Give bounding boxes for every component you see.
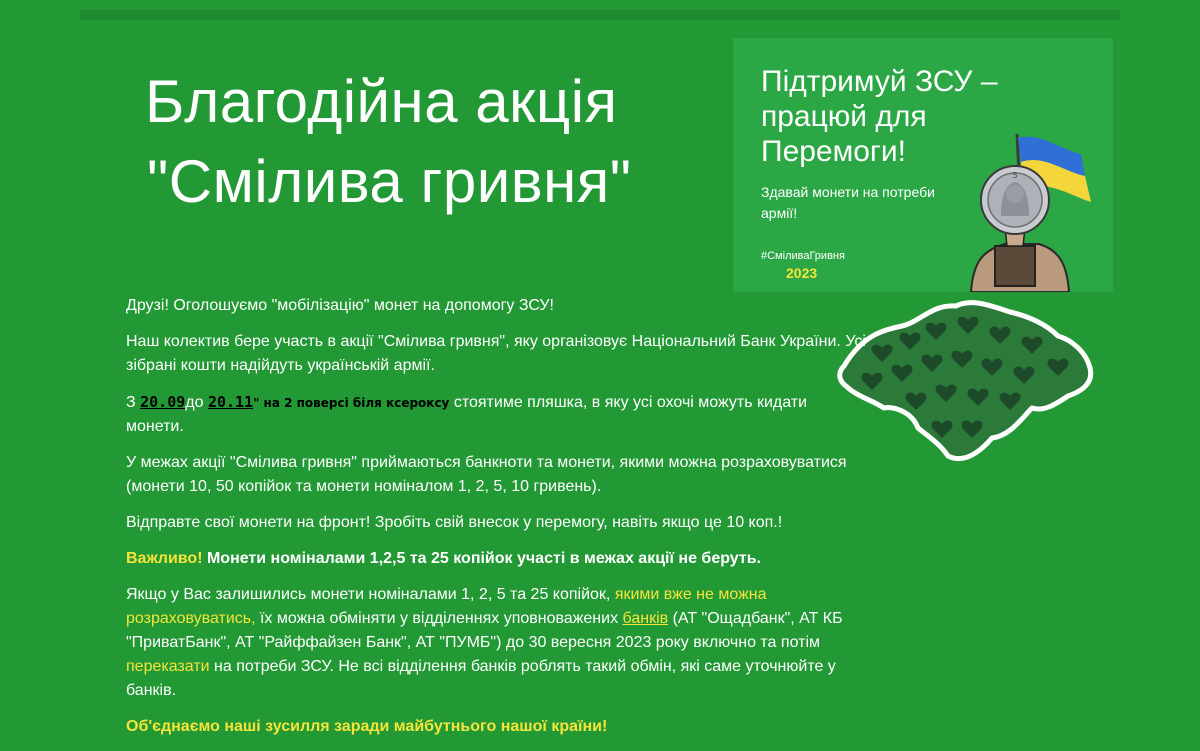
paragraph-accepted: У межах акції "Смілива гривня" приймаються банкноти та монети, якими можна розраховуватися (монети 10, 50 копійок та монети номіналом 1, 2, 5, 10 гривень). xyxy=(126,454,847,495)
transfer-link[interactable]: переказати xyxy=(126,658,210,675)
paragraph-call: Відправте свої монети на фронт! Зробіть свій внесок у перемогу, навіть якщо це 10 коп.! xyxy=(126,514,783,531)
dates-to-word: до xyxy=(185,394,208,411)
date-to: 20.11 xyxy=(207,393,254,411)
location-note: на 2 поверсі біля ксероксу xyxy=(263,396,450,410)
important-label: Важливо! xyxy=(126,550,203,567)
paragraph-closing: Об'єднаємо наші зусилля заради майбутнього нашої країни! xyxy=(126,718,608,735)
date-from: 20.09 xyxy=(140,393,186,411)
exchange-d: на потреби ЗСУ. Не всі відділення банків роблять такий обмін, які саме уточнюйте у банків. xyxy=(126,658,836,699)
title-line-2: "Смілива гривня" xyxy=(147,148,632,215)
ukraine-map-hearts-icon xyxy=(832,296,1098,468)
promo-hashtag: #СміливаГривня xyxy=(761,250,845,262)
paragraph-important xyxy=(126,547,866,571)
dates-prefix: З xyxy=(126,394,141,411)
coin-hetman-icon xyxy=(961,132,1111,292)
svg-text:5: 5 xyxy=(1012,171,1018,180)
dates-quote: " xyxy=(253,396,264,410)
paragraph-dates xyxy=(126,390,866,439)
dates-suffix: стоятиме пляшка, в яку усі охочі можуть кидати монети. xyxy=(126,394,808,435)
paragraph-exchange xyxy=(126,583,866,703)
exchange-b: їх можна обміняти у відділеннях уповноважених xyxy=(255,610,623,627)
top-bar xyxy=(80,10,1120,20)
exchange-c: (АТ "Ощадбанк", АТ КБ "ПриватБанк", АТ "Райффайзен Банк", АТ "ПУМБ") до 30 вересня 2023 року включно та потім xyxy=(126,610,843,651)
exchange-a: Якщо у Вас залишились монети номіналами 1, 2, 5 та 25 копійок, xyxy=(126,586,615,603)
title-line-1: Благодійна акція xyxy=(145,68,618,135)
promo-subtext: Здавай монети на потреби армії! xyxy=(761,184,935,221)
banks-link[interactable]: банків xyxy=(622,610,669,627)
announcement-body xyxy=(126,294,866,751)
exchange-highlight: якими вже не можна розраховуватись, xyxy=(126,586,767,627)
promo-banner xyxy=(733,38,1113,292)
paragraph-intro: Друзі! Оголошуємо "мобілізацію" монет на допомогу ЗСУ! xyxy=(126,297,554,314)
important-text: Монети номіналами 1,2,5 та 25 копійок участі в межах акції не беруть. xyxy=(202,550,761,567)
paragraph-participation: Наш колектив бере участь в акції "Смілива гривня", яку організовує Національний Банк України. Усі зібрані кошти надійдуть українській армії. xyxy=(126,333,866,374)
promo-headline: Підтримуй ЗСУ – працюй для Перемоги! xyxy=(761,65,998,168)
page-title xyxy=(145,62,745,222)
promo-year: 2023 xyxy=(786,265,818,281)
